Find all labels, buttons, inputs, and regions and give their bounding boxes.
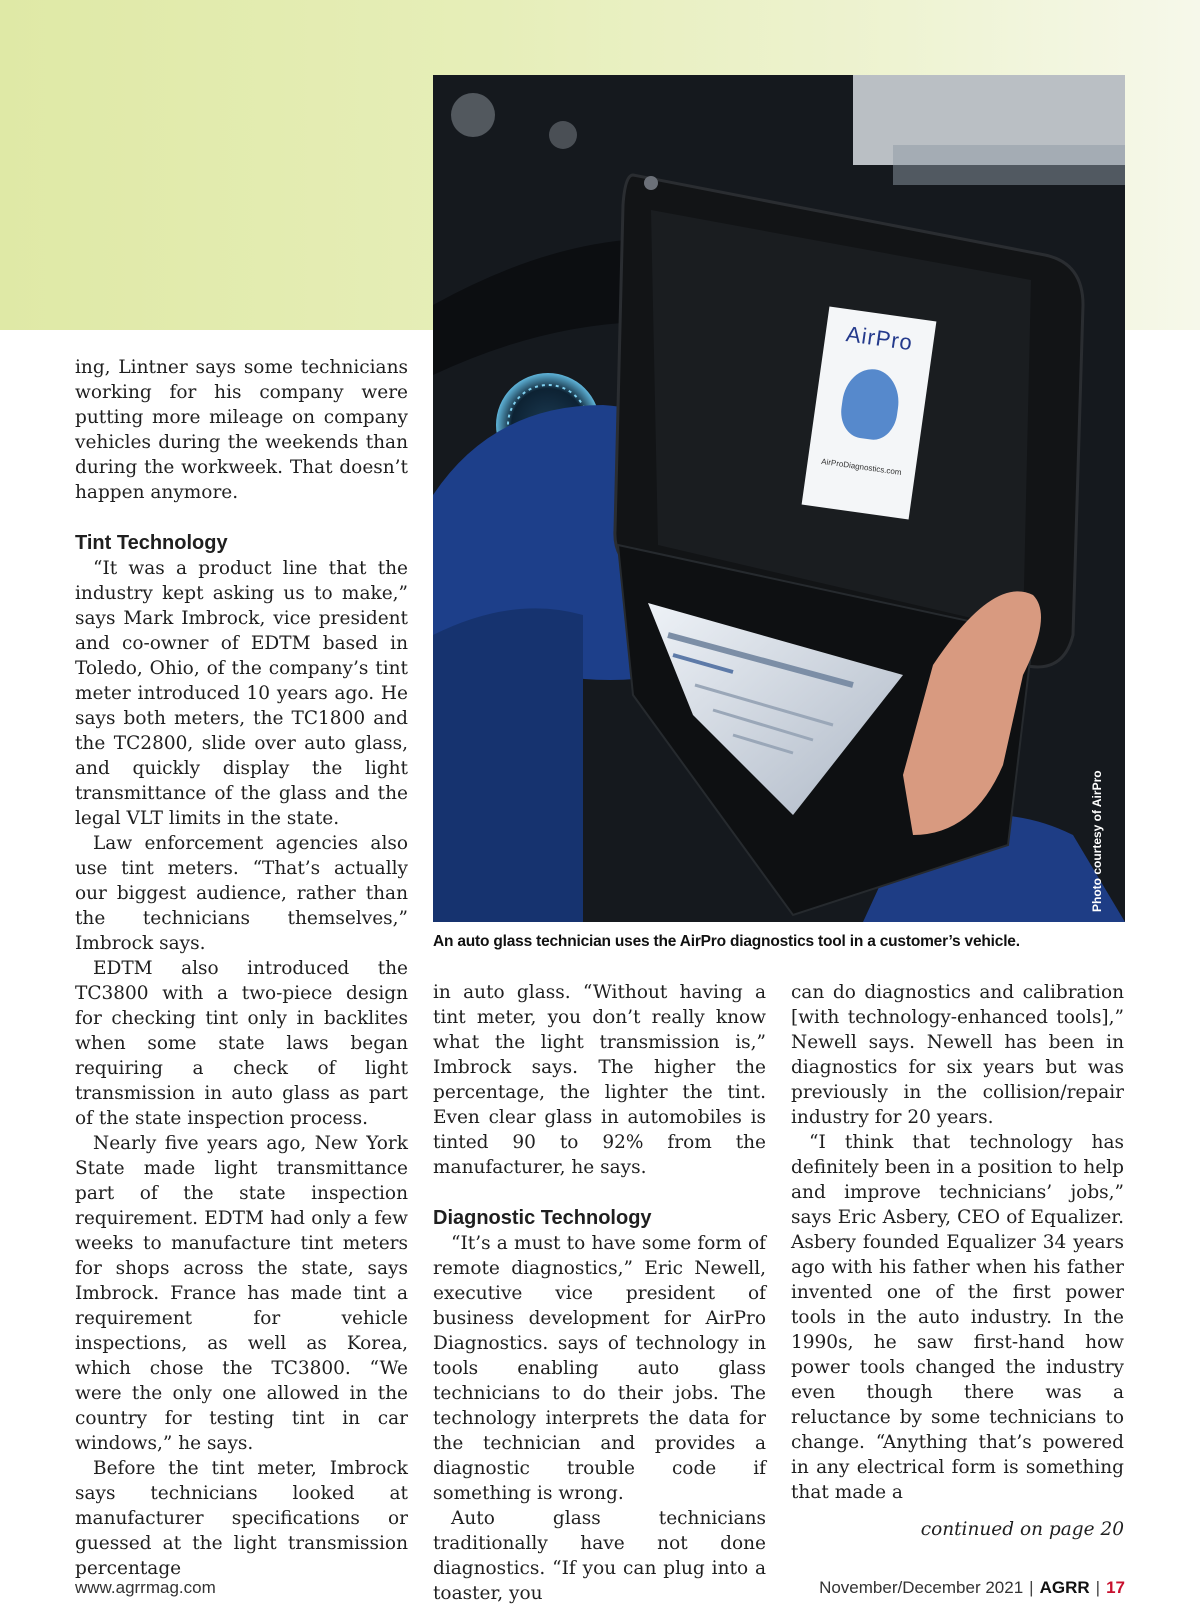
footer-separator: | — [1029, 1578, 1034, 1597]
paragraph: Before the tint meter, Imbrock says technicians looked at manufacturer specifications or guessed at the light transmission percentage — [75, 1458, 408, 1579]
paragraph: Auto glass technicians traditionally have not done diagnostics. “If you can plug into a toaster, you — [433, 1508, 766, 1604]
footer-issue-date: November/December 2021 — [819, 1578, 1024, 1597]
paragraph: Nearly five years ago, New York State made light transmittance part of the state inspection requirement. EDTM had only a few weeks to manufacture tint meters for shops across the state, says Imbrock. France has made tint a requirement for vehicle inspections, as well as Korea, which chose the TC3800. “We were the only one allowed in the country for testing tint in car windows,” he says. — [75, 1133, 408, 1454]
footer-folio — [819, 1578, 1125, 1598]
airpro-logo-text: AirPro — [844, 321, 915, 356]
paragraph: Law enforcement agencies also use tint meters. “That’s actually our biggest audience, rather than the technicians themselves,” Imbrock says. — [75, 833, 408, 954]
footer-separator: | — [1095, 1578, 1101, 1597]
footer-page-number: 17 — [1106, 1578, 1125, 1597]
paragraph: “It’s a must to have some form of remote diagnostics,” Eric Newell, executive vice president of business development for AirPro Diagnostics. says of technology in tools enabling auto glass technicians to do their jobs. The technology interprets the data for the technician and provides a diagnostic trouble code if something is wrong. — [433, 1233, 766, 1504]
paragraph: EDTM also introduced the TC3800 with a two-piece design for checking tint only in backlites when some state laws began requiring a check of light transmission in auto glass as part of the state inspection process. — [75, 958, 408, 1129]
footer-magazine-name: AGRR — [1039, 1578, 1090, 1597]
article-photo — [433, 75, 1125, 922]
photo-credit: Photo courtesy of AirPro — [1090, 770, 1104, 912]
paragraph: “I think that technology has definitely been in a position to help and improve technicians’ jobs,” says Eric Asbery, CEO of Equalizer. Asbery founded Equalizer 34 years ago with his father when his father invented one of the first power tools in the auto industry. In the 1990s, he saw first-hand how power tools changed the industry even though there was a reluctance by some technicians to change. “Anything that’s powered in any electrical form is something that made a — [791, 1132, 1124, 1503]
paragraph: ing, Lintner says some technicians working for his company were putting more mileage on company vehicles during the weekends than during the workweek. That doesn’t happen anymore. — [75, 357, 408, 503]
footer-website[interactable]: www.agrrmag.com — [75, 1578, 216, 1597]
paragraph: in auto glass. “Without having a tint meter, you don’t really know what the light transmission is,” Imbrock says. The higher the percentage, the lighter the tint. Even clear glass in automobiles is tinted 90 to 92% from the manufacturer, he says. — [433, 982, 766, 1178]
article-column-1 — [75, 355, 408, 1581]
paragraph: “It was a product line that the industry kept asking us to make,” says Mark Imbrock, vice president and co-owner of EDTM based in Toledo, Ohio, of the company’s tint meter introduced 10 years ago. He says both meters, the TC1800 and the TC2800, slide over auto glass, and quickly display the light transmittance of the glass and the legal VLT limits in the state. — [75, 558, 408, 829]
airpro-case-illustration — [433, 75, 1125, 922]
airpro-logo-icon — [838, 366, 903, 443]
airpro-url-text: AirProDiagnostics.com — [820, 456, 903, 478]
article-column-2 — [433, 980, 766, 1606]
article-column-3 — [791, 980, 1124, 1542]
section-heading-tint-technology: Tint Technology — [75, 532, 228, 554]
photo-caption: An auto glass technician uses the AirPro diagnostics tool in a customer’s vehicle. — [433, 933, 1020, 950]
paragraph: can do diagnostics and calibration [with technology-enhanced tools],” Newell says. Newell has been in diagnostics for six years but was previously in the collision/repair industry for 20 years. — [791, 982, 1124, 1128]
section-heading-diagnostic-technology: Diagnostic Technology — [433, 1207, 652, 1229]
continued-on-link[interactable]: continued on page 20 — [920, 1519, 1124, 1540]
